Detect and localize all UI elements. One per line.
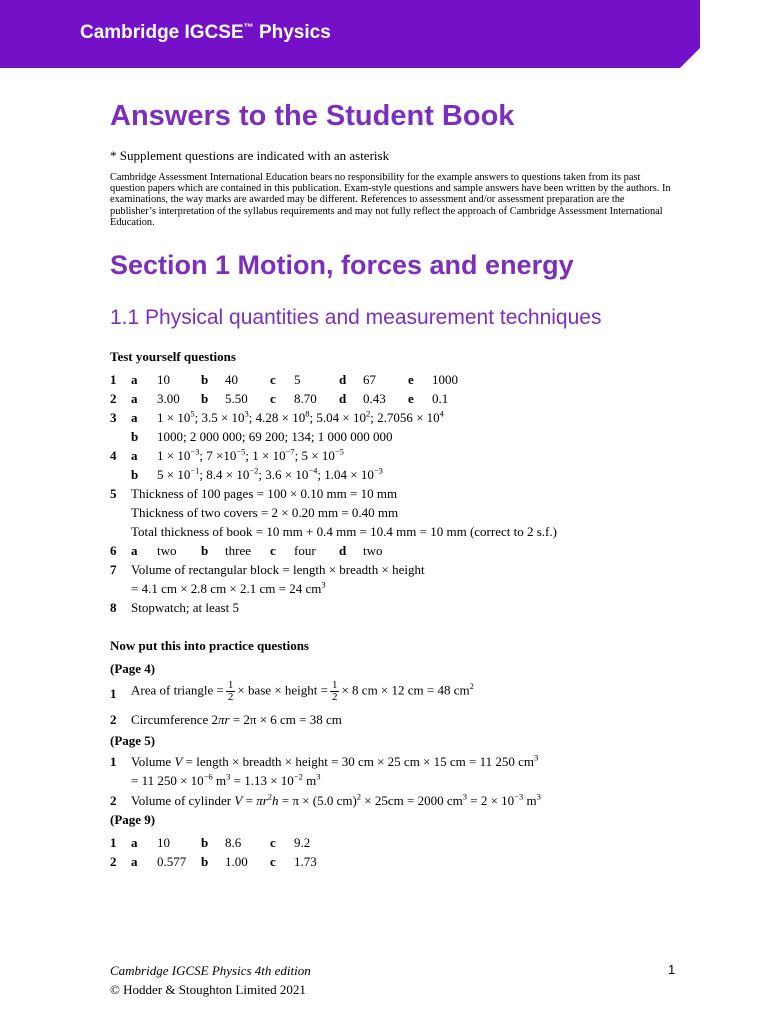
test-yourself-heading: Test yourself questions	[110, 349, 236, 364]
answer-row-p4-q2: 2 Circumference 2πr = 2π × 6 cm = 38 cm	[110, 712, 342, 727]
answer-row-q4a: 4 a $1 \times 10^{-3}$; $7 \times 10^{-5}$; $1 \times 10^{-7}$; $5 \times 10^{-5}$	[110, 446, 344, 463]
disclaimer: Cambridge Assessment International Education bears no responsibility for the example answers to questions taken from its past question papers which are contained in this publication. Exam-style questions and sample answers have been written by the authors. In examinations, the way marks are awarded may be different. References to assessment and/or assessment preparation are the publisher’s interpretation of the syllabus requirements and may not fully reflect the approach of Cambridge Assessment International Education.	[110, 172, 671, 228]
answer-row-p4-q1: 1 Area of triangle = $\frac{1}{2}$ × base × height = $\frac{1}{2}$ × 8 cm × 12 cm = 48 $cm^2$	[110, 679, 474, 703]
answer-row-q8: 8 Stopwatch; at least 5	[110, 600, 239, 615]
fraction-half: $\frac{1}{2}$	[227, 679, 234, 703]
page5-label: (Page 5)	[110, 733, 156, 748]
answer-row-q5-line3: Total thickness of book = 10 mm + 0.4 mm = 10.4 mm = 10 mm (correct to 2 s.f.)	[131, 524, 557, 539]
subsection-title: 1.1 Physical quantities and measurement techniques	[110, 306, 602, 329]
answer-row-q5-line2: Thickness of two covers = 2 × 0.20 mm = 0.40 mm	[131, 505, 399, 520]
answer-row-q3b: b 1000; 2 000 000; 69 200; 134; 1 000 000 000	[131, 429, 393, 444]
footer	[110, 961, 311, 999]
answer-row-p5-q1-line2: = 11 $250 \times 10^{-6}$ $m^3 = 1.13 \times 10^{-2}$ $m^3$	[131, 771, 321, 788]
answer-row-q2: 2 a 3.00 b 5.50 c 8.70 d 0.43 e 0.1	[110, 391, 449, 406]
header-title: Cambridge IGCSE™ Physics	[80, 22, 331, 43]
answer-row-q6: 6 a two b three c four d two	[110, 543, 383, 558]
answer-row-p9-q2: 2 a 0.577 b 1.00 c 1.73	[110, 854, 317, 869]
footer-copyright: © Hodder & Stoughton Limited 2021	[110, 982, 306, 997]
footer-edition: Cambridge IGCSE Physics 4th edition	[110, 963, 311, 978]
supplement-note: * Supplement questions are indicated with an asterisk	[110, 148, 390, 163]
page-number: 1	[668, 962, 676, 977]
answer-row-q4b: b $5 \times 10^{-1}$; $8.4 \times 10^{-2}$; $3.6 \times 10^{-4}$; $1.04 \times 10^{-3}$	[131, 465, 383, 482]
page-title: Answers to the Student Book	[110, 100, 515, 132]
answer-row-q1: 1 a 10 b 40 c 5 d 67 e 1000	[110, 372, 458, 387]
page4-label: (Page 4)	[110, 661, 156, 676]
answer-row-q3a: 3 a $1 \times 10^5$; $3.5 \times 10^3$; $4.28 \times 10^8$; $5.04 \times 10^2$; $2.7056 \times 10^4$	[110, 408, 444, 425]
practice-heading: Now put this into practice questions	[110, 638, 309, 653]
answer-row-p9-q1: 1 a 10 b 8.6 c 9.2	[110, 835, 311, 850]
answer-row-p5-q1-line1: 1 Volume V = length × breadth × height = 30 cm × 25 cm × 15 cm = 11 250 $cm^3$	[110, 752, 539, 769]
answer-row-q7-line1: 7 Volume of rectangular block = length × breadth × height	[110, 562, 425, 577]
page9-label: (Page 9)	[110, 812, 156, 827]
answer-row-q5-line1: 5 Thickness of 100 pages = 100 × 0.10 mm = 10 mm	[110, 486, 398, 501]
section-title: Section 1 Motion, forces and energy	[110, 250, 574, 280]
answer-row-q7-line2: = 4.1 cm × 2.8 cm × 2.1 cm = 24 $cm^3$	[131, 579, 326, 596]
answer-row-p5-q2: 2 Volume of cylinder $V = \pi r^2h = \pi \times (5.0$ cm)$^2$ × 25cm = 2000 $cm^3 = 2 \times 10^{-3}$ $m^3$	[110, 791, 541, 808]
fraction-half: $\frac{1}{2}$	[331, 679, 338, 703]
